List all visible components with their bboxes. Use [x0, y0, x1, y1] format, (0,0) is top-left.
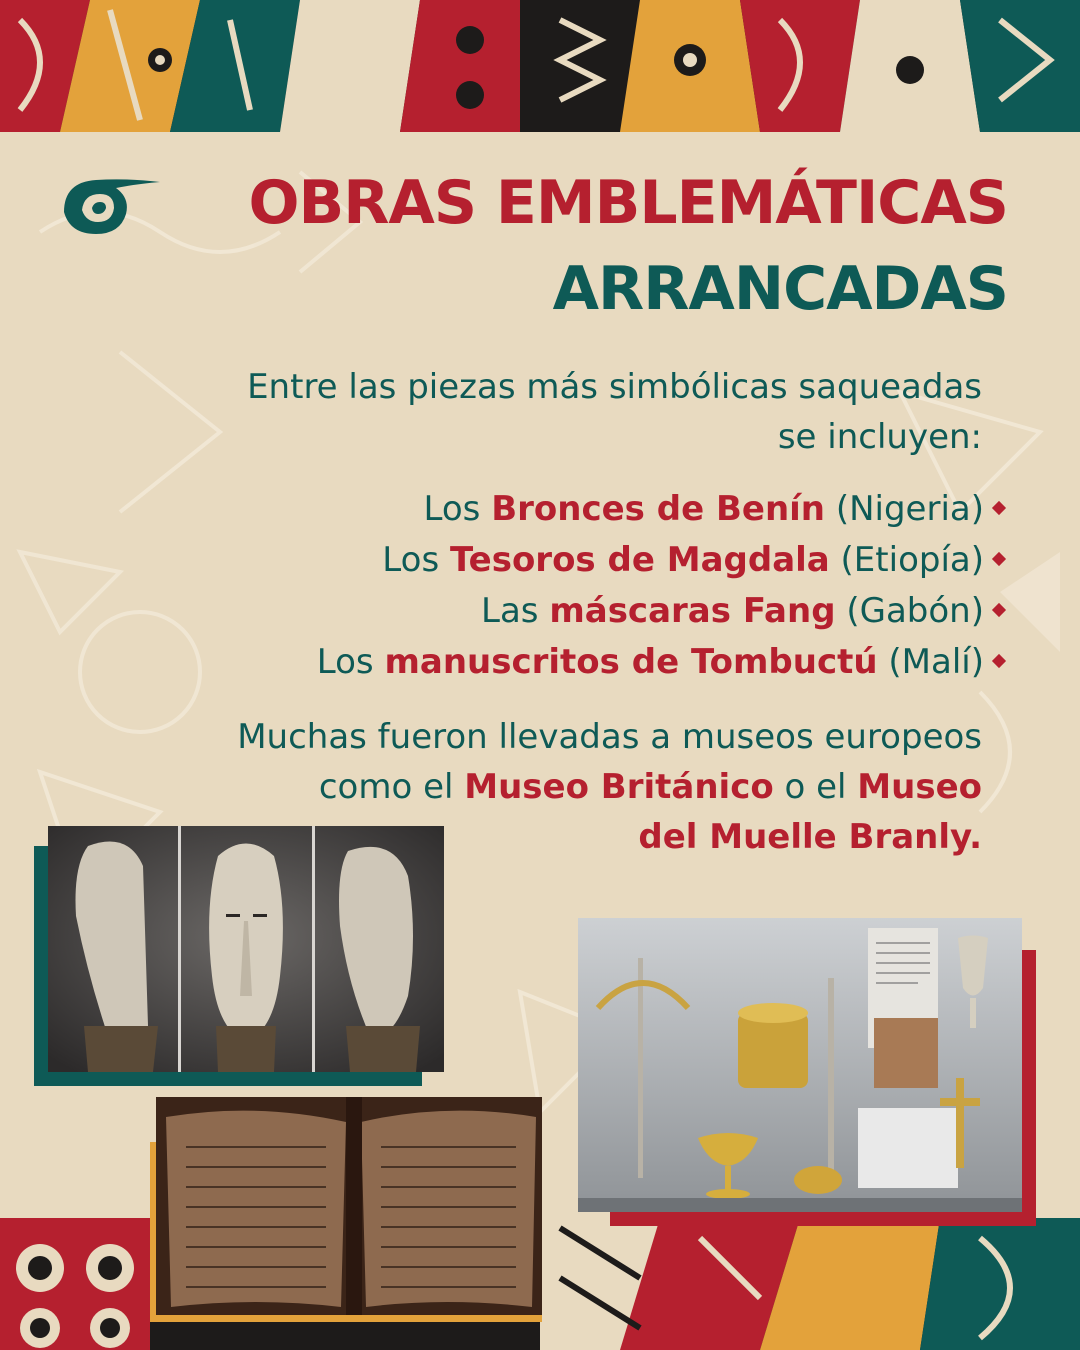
- item-highlight: Bronces de Benín: [491, 489, 826, 529]
- diamond-bullet-icon: [992, 653, 1006, 667]
- intro-line-2: se incluyen:: [777, 417, 982, 457]
- item-highlight: manuscritos de Tombuctú: [384, 642, 878, 682]
- museum-name: del Muelle Branly.: [638, 817, 982, 857]
- looted-items-list: [44, 484, 1004, 688]
- list-item: Los Bronces de Benín (Nigeria): [44, 484, 1004, 535]
- intro-line-1: Entre las piezas más simbólicas saqueadas: [247, 367, 982, 407]
- title-line-2: ARRANCADAS: [552, 254, 1008, 324]
- outro-text: Muchas fueron llevadas a museos europeos como el Museo Británico o el Museo del Muelle Branly.: [237, 717, 982, 857]
- al-mayadeen-logo-icon: [56, 172, 166, 244]
- list-item: Los Tesoros de Magdala (Etiopía): [44, 535, 1004, 586]
- item-highlight: máscaras Fang: [549, 591, 836, 631]
- list-item: Los manuscritos de Tombuctú (Malí): [44, 637, 1004, 688]
- intro-text: [82, 362, 982, 462]
- magdala-treasures-photo: [578, 918, 1022, 1212]
- museum-name: Museo Británico: [464, 767, 774, 807]
- museum-name: Museo: [857, 767, 982, 807]
- fang-masks-photo: [48, 826, 444, 1072]
- diamond-bullet-icon: [992, 602, 1006, 616]
- list-item: Las máscaras Fang (Gabón): [44, 586, 1004, 637]
- title-line-1: OBRAS EMBLEMÁTICAS: [248, 168, 1008, 238]
- top-pattern-band: [0, 0, 1080, 132]
- item-highlight: Tesoros de Magdala: [449, 540, 830, 580]
- diamond-bullet-icon: [992, 551, 1006, 565]
- diamond-bullet-icon: [992, 500, 1006, 514]
- timbuktu-manuscripts-photo: [156, 1097, 542, 1315]
